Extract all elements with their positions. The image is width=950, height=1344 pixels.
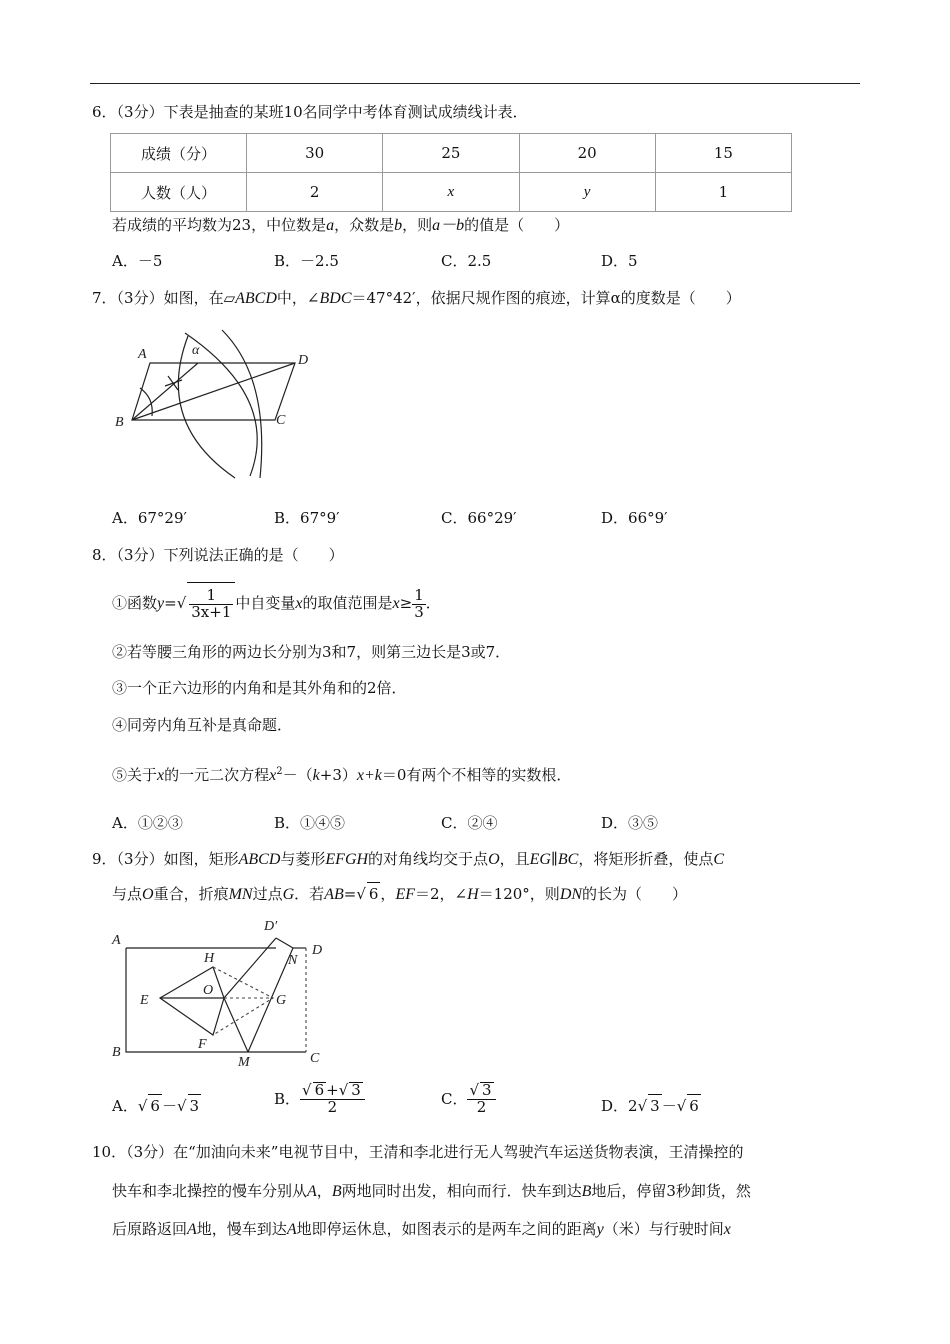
text: 快车和李北操控的慢车分别从: [112, 1182, 308, 1200]
var: x: [723, 1221, 731, 1238]
text: +: [326, 1081, 339, 1099]
label-a: A: [138, 347, 147, 362]
q7-figure: [110, 328, 330, 488]
sqrt: 3: [188, 1094, 202, 1117]
var: B: [331, 1183, 342, 1200]
q9-option-d[interactable]: [601, 1094, 701, 1117]
text: －: [661, 1097, 677, 1115]
table-cell: 成绩（分）: [111, 134, 247, 173]
var: EFGH: [325, 851, 369, 868]
label-d: D: [312, 943, 323, 958]
arc-1: [178, 336, 235, 478]
numerator: 1: [189, 588, 233, 605]
text: 重合，折痕: [153, 885, 229, 903]
q6-option-b[interactable]: B．－2.5: [274, 252, 339, 270]
q8-option-b[interactable]: B．①④⑤: [274, 814, 346, 832]
q7-option-c[interactable]: C．66°29′: [441, 509, 517, 527]
q8-statement-2: ②若等腰三角形的两边长分别为3和7，则第三边长是3或7．: [112, 643, 511, 661]
text: 的值是（ ）: [464, 216, 570, 234]
var: H: [467, 886, 479, 903]
label-m: M: [238, 1055, 250, 1070]
q9-stem-line-2: [112, 882, 687, 906]
text: 的长为（ ）: [582, 885, 688, 903]
sqrt: 6: [687, 1094, 701, 1117]
text: ，则: [402, 216, 433, 234]
text: ＝0有两个不相等的实数根．: [381, 766, 572, 784]
denominator: 3x+1: [191, 602, 232, 621]
text: 后原路返回: [112, 1220, 188, 1238]
radical-sign: √: [176, 1097, 187, 1115]
text: 过点: [252, 885, 283, 903]
var: y: [596, 1221, 604, 1238]
text: ．若: [294, 885, 325, 903]
table-cell: 2: [247, 173, 383, 212]
var: y: [157, 595, 165, 612]
table-cell: 25: [383, 134, 519, 173]
dashed-rhombus: [213, 967, 273, 1035]
fold-line: [248, 938, 293, 1052]
text: 地，慢车到达: [196, 1220, 287, 1238]
q8-option-c[interactable]: C．②④: [441, 814, 498, 832]
label-b: B: [115, 415, 124, 430]
var: B: [581, 1183, 592, 1200]
q8-option-d[interactable]: D．③⑤: [601, 814, 659, 832]
q7-option-b[interactable]: B．67°9′: [274, 509, 340, 527]
text: ⑤关于: [112, 766, 158, 784]
radical-sign: √: [302, 1081, 312, 1099]
fraction: [300, 1082, 365, 1116]
q8-statement-3: ③一个正六边形的内角和是其外角和的2倍．: [112, 679, 407, 697]
text: ①函数: [112, 594, 158, 612]
text: D．2: [601, 1097, 638, 1115]
var: ABCD: [238, 851, 281, 868]
var: DN: [559, 886, 583, 903]
text: 的取值范围是: [302, 594, 393, 612]
text: 中自变量: [235, 594, 296, 612]
radical-sign: √: [176, 594, 187, 612]
text: ，且: [499, 850, 530, 868]
text: －: [161, 1097, 177, 1115]
q6-stem: 6．（3分）下表是抽查的某班10名同学中考体育测试成绩线计表．: [92, 103, 528, 121]
var: BDC: [319, 290, 352, 307]
q9-figure: [108, 912, 340, 1072]
var-b: b: [394, 217, 403, 234]
text: =: [343, 885, 357, 903]
score-table: [110, 133, 792, 212]
label-c: C: [276, 413, 286, 428]
text: ∥: [550, 850, 558, 868]
q6-option-d[interactable]: D．5: [601, 252, 638, 270]
text: 中，∠: [276, 289, 320, 307]
text: 7．（3分）如图，在▱: [92, 289, 236, 307]
radical-sign: √: [356, 885, 366, 903]
table-row: [111, 173, 792, 212]
radical-sign: √: [137, 1097, 148, 1115]
label-c: C: [310, 1051, 320, 1066]
var: AB: [324, 886, 344, 903]
label-h: H: [204, 951, 215, 966]
q9-stem-line-1: [92, 848, 724, 871]
var: BC: [557, 851, 579, 868]
label-d: D: [298, 353, 309, 368]
text: ＝120°，则: [478, 885, 560, 903]
text: C．: [441, 1089, 468, 1108]
q7-stem: [92, 287, 741, 310]
radical-sign: √: [338, 1081, 349, 1099]
var: k: [312, 767, 320, 784]
sqrt: 3: [351, 1081, 361, 1099]
var: x+k: [356, 767, 382, 784]
radical-sign: √: [637, 1097, 648, 1115]
denominator: 2: [327, 1097, 338, 1116]
label-f: F: [198, 1037, 207, 1052]
text: 的一元二次方程: [164, 766, 270, 784]
label-g: G: [276, 993, 287, 1008]
table-cell: y: [519, 173, 655, 212]
var: x: [269, 767, 277, 784]
text: =: [164, 594, 177, 612]
numerator: 1: [414, 585, 424, 604]
var: A: [286, 1221, 297, 1238]
denominator: 3: [414, 602, 424, 621]
var: MN: [228, 886, 253, 903]
label-n: N: [288, 953, 298, 968]
text: 若成绩的平均数为23，中位数是: [112, 216, 327, 234]
label-alpha: α: [192, 343, 200, 358]
q8-statement-1: [112, 582, 441, 624]
table-cell: x: [383, 173, 519, 212]
q7-option-d[interactable]: D．66°9′: [601, 509, 668, 527]
expr: a－b: [432, 217, 465, 234]
q9-option-a[interactable]: [112, 1094, 201, 1117]
table-row: [111, 134, 792, 173]
exponent: 2: [276, 766, 283, 777]
sqrt: 6: [148, 1094, 162, 1117]
var: x: [295, 595, 303, 612]
sqrt: [187, 582, 235, 623]
text: 的对角线均交于点: [368, 850, 489, 868]
text: ．: [425, 594, 441, 612]
fraction: [467, 1082, 495, 1116]
rhombus: [160, 967, 224, 1035]
var: EG: [529, 851, 551, 868]
table-cell: 1: [655, 173, 791, 212]
text: ，: [316, 1182, 332, 1200]
q6-condition: [112, 214, 569, 237]
text: 两地同时出发，相向而行．快车到达: [341, 1182, 582, 1200]
label-d-prime: D′: [264, 919, 278, 934]
text: ≥: [399, 594, 413, 612]
q6-option-c[interactable]: C．2.5: [441, 252, 492, 270]
var: A: [307, 1183, 317, 1200]
text: 地即停运休息，如图表示的是两车之间的距离: [296, 1220, 597, 1238]
var: EF: [395, 886, 415, 903]
text: 与点: [112, 885, 143, 903]
text: B．: [274, 1089, 301, 1108]
var: x: [157, 767, 165, 784]
denominator: 2: [476, 1097, 487, 1116]
text: ，将矩形折叠，使点: [578, 850, 714, 868]
text: ，众数是: [334, 216, 395, 234]
q8-statement-5: [112, 761, 571, 787]
q8-stem: 8．（3分）下列说法正确的是（ ）: [92, 546, 344, 564]
text: 与菱形: [280, 850, 326, 868]
bisector-line: [132, 363, 198, 420]
fraction: [189, 585, 233, 621]
q9-option-b[interactable]: [274, 1082, 365, 1116]
q9-option-c[interactable]: [441, 1082, 496, 1116]
label-o: O: [203, 983, 214, 998]
var: ABCD: [235, 290, 277, 307]
var: C: [713, 851, 725, 868]
text: ，: [380, 885, 396, 903]
radical-sign: √: [676, 1097, 687, 1115]
table-cell: 15: [655, 134, 791, 173]
q8-statement-4: ④同旁内角互补是真命题．: [112, 716, 293, 734]
text: －（: [282, 766, 313, 784]
text: （米）与行驶时间: [603, 1220, 724, 1238]
text: A．: [112, 1097, 138, 1115]
q6-option-a[interactable]: A．－5: [112, 252, 163, 270]
var: O: [142, 886, 154, 903]
diagonal-bd: [132, 363, 295, 420]
label-a: A: [112, 933, 121, 948]
q10-line-1: 10．（3分）在“加油向未来”电视节目中，王清和李北进行无人驾驶汽车运送货物表演，王清操控的: [92, 1143, 744, 1161]
label-b: B: [112, 1045, 121, 1060]
text: 9．（3分）如图，矩形: [92, 850, 239, 868]
tick-2: [165, 380, 182, 386]
sqrt: 6: [367, 882, 381, 905]
var: O: [488, 851, 500, 868]
header-rule: [90, 83, 860, 84]
q10-line-2: [112, 1180, 751, 1203]
q7-option-a[interactable]: A．67°29′: [112, 509, 187, 527]
sqrt: 3: [648, 1094, 662, 1117]
table-cell: 30: [247, 134, 383, 173]
sqrt: 3: [482, 1081, 492, 1099]
table-cell: 20: [519, 134, 655, 173]
table-cell: 人数（人）: [111, 173, 247, 212]
label-e: E: [140, 993, 149, 1008]
var: A: [187, 1221, 197, 1238]
text: 地后，停留3秒卸货，然: [591, 1182, 751, 1200]
fraction: [412, 585, 426, 621]
q10-line-3: [112, 1218, 731, 1241]
var: x: [392, 595, 400, 612]
radical-sign: √: [469, 1081, 480, 1099]
text: ＝47°42′，依据尺规作图的痕迹，计算α的度数是（ ）: [351, 289, 741, 307]
text: ＝2，∠: [414, 885, 468, 903]
sqrt: 6: [314, 1081, 325, 1099]
var-a: a: [326, 217, 335, 234]
text: +3）: [319, 766, 357, 784]
q8-option-a[interactable]: A．①②③: [112, 814, 183, 832]
var: G: [282, 886, 295, 903]
